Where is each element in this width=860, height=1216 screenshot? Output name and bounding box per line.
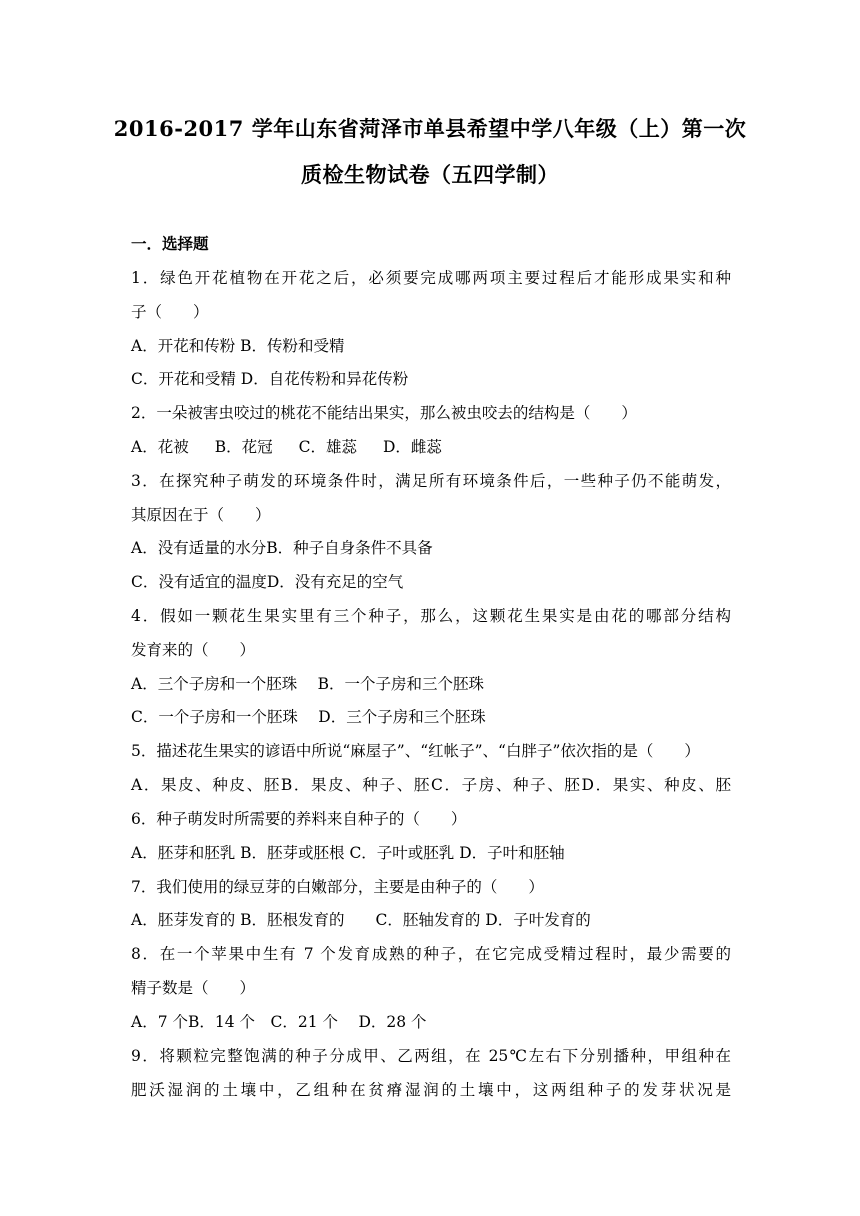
question-3-options-line-2: C．没有适宜的温度D．没有充足的空气 (131, 573, 404, 591)
question-3-stem-line-1: 3．在探究种子萌发的环境条件时，满足所有环境条件后，一些种子仍不能萌发， (131, 472, 731, 490)
question-1-stem-line-1: 1．绿色开花植物在开花之后，必须要完成哪两项主要过程后才能形成果实和种 (131, 269, 731, 287)
question-5-options-line-1: A．果皮、种皮、胚B．果皮、种子、胚C．子房、种子、胚D．果实、种皮、胚 (131, 776, 731, 794)
question-4-options-line-1: A．三个子房和一个胚珠 B．一个子房和三个胚珠 (131, 675, 485, 693)
question-2-stem-line-1: 2．一朵被害虫咬过的桃花不能结出果实，那么被虫咬去的结构是（ ） (131, 404, 637, 422)
document-title-line-2: 质检生物试卷（五四学制） (301, 162, 559, 187)
question-7-options-line-1: A．胚芽发育的 B．胚根发育的 C．胚轴发育的 D．子叶发育的 (131, 911, 591, 929)
document-title-line-1: 2016-2017 学年山东省菏泽市单县希望中学八年级（上）第一次 (113, 116, 747, 141)
question-8-stem-line-2: 精子数是（ ） (131, 979, 256, 997)
question-8-options-line-1: A．7 个B．14 个 C．21 个 D．28 个 (131, 1013, 427, 1031)
question-2-option-d: D．雌蕊 (382, 438, 442, 456)
question-4-stem-line-2: 发育来的（ ） (131, 641, 256, 659)
question-1-options-line-1: A．开花和传粉 B．传粉和受精 (131, 337, 345, 355)
question-9-stem-line-1: 9．将颗粒完整饱满的种子分成甲、乙两组，在 25℃左右下分别播种，甲组种在 (131, 1047, 731, 1065)
section-heading: 一．选择题 (131, 234, 209, 253)
question-9-stem-line-2: 肥沃湿润的土壤中，乙组种在贫瘠湿润的土壤中，这两组种子的发芽状况是 (131, 1081, 731, 1099)
question-5-stem-line-1: 5．描述花生果实的谚语中所说“麻屋子”、“红帐子”、“白胖子”依次指的是（ ） (131, 742, 700, 760)
question-2-option-a: A．花被 (131, 438, 189, 456)
question-7-stem-line-1: 7．我们使用的绿豆芽的白嫩部分，主要是由种子的（ ） (131, 878, 544, 896)
question-2-options (131, 436, 731, 458)
question-1-stem-line-2: 子（ ） (131, 303, 209, 321)
question-3-options-line-1: A．没有适量的水分B．种子自身条件不具备 (131, 539, 433, 557)
question-2-option-b: B．花冠 (214, 438, 273, 456)
question-6-stem-line-1: 6．种子萌发时所需要的养料来自种子的（ ） (131, 810, 467, 828)
question-4-stem-line-1: 4．假如一颗花生果实里有三个种子，那么，这颗花生果实是由花的哪部分结构 (131, 607, 731, 625)
question-8-stem-line-1: 8．在一个苹果中生有 7 个发育成熟的种子，在它完成受精过程时，最少需要的 (131, 945, 731, 963)
question-4-options-line-2: C．一个子房和一个胚珠 D．三个子房和三个胚珠 (131, 708, 486, 726)
question-6-options-line-1: A．胚芽和胚乳 B．胚芽或胚根 C．子叶或胚乳 D．子叶和胚轴 (131, 844, 565, 862)
question-2-option-c: C．雄蕊 (298, 438, 357, 456)
question-1-options-line-2: C．开花和受精 D．自花传粉和异花传粉 (131, 370, 409, 388)
question-3-stem-line-2: 其原因在于（ ） (131, 506, 271, 524)
